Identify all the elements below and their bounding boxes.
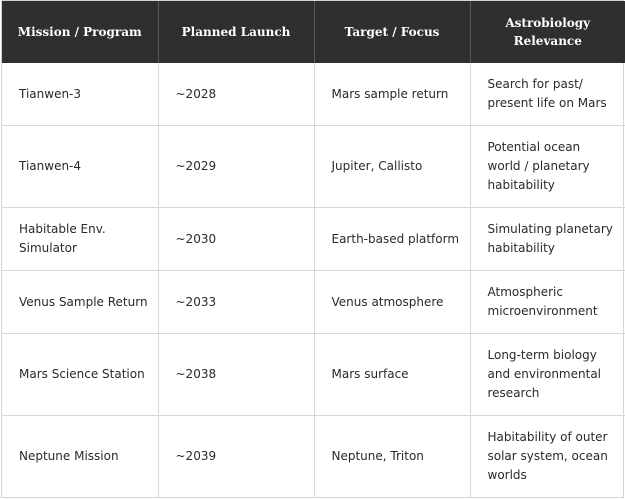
cell-launch: ~2033 [158, 271, 314, 334]
cell-mission: Neptune Mission [2, 416, 158, 498]
header-astrobiology-relevance: Astrobiology Relevance [470, 1, 625, 63]
header-target-focus: Target / Focus [314, 1, 470, 63]
table-row [2, 271, 625, 334]
cell-target: Neptune, Triton [314, 416, 470, 498]
table-row [2, 208, 625, 271]
table-header [2, 1, 625, 63]
cell-target: Mars sample return [314, 63, 470, 126]
cell-target: Earth-based platform [314, 208, 470, 271]
table-row [2, 126, 625, 208]
header-row [2, 1, 625, 63]
table-row [2, 334, 625, 416]
cell-launch: ~2029 [158, 126, 314, 208]
cell-mission: Tianwen-3 [2, 63, 158, 126]
cell-launch: ~2039 [158, 416, 314, 498]
cell-relevance: Potential ocean world / planetary habitability [470, 126, 625, 208]
cell-mission: Venus Sample Return [2, 271, 158, 334]
cell-mission: Tianwen-4 [2, 126, 158, 208]
cell-launch: ~2028 [158, 63, 314, 126]
cell-relevance: Long-term biology and environmental research [470, 334, 625, 416]
cell-relevance: Simulating planetary habitability [470, 208, 625, 271]
cell-relevance: Habitability of outer solar system, ocean worlds [470, 416, 625, 498]
missions-table [2, 1, 625, 497]
header-mission: Mission / Program [2, 1, 158, 63]
table-row [2, 416, 625, 498]
cell-relevance: Atmospheric microenvironment [470, 271, 625, 334]
cell-target: Venus atmosphere [314, 271, 470, 334]
cell-relevance: Search for past/ present life on Mars [487, 77, 607, 110]
cell-launch: ~2038 [158, 334, 314, 416]
header-planned-launch: Planned Launch [158, 1, 314, 63]
cell-launch: ~2030 [158, 208, 314, 271]
cell-mission: Mars Science Station [2, 334, 158, 416]
table-body [2, 63, 625, 497]
table-row [2, 63, 625, 126]
cell-mission: Habitable Env. Simulator [2, 208, 158, 271]
missions-table-container [1, 0, 624, 498]
cell-target: Mars surface [314, 334, 470, 416]
cell-target: Jupiter, Callisto [314, 126, 470, 208]
